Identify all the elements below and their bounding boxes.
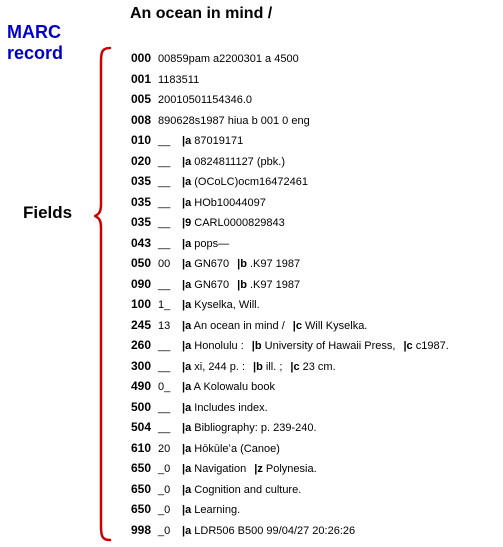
marc-field-row [131, 376, 457, 397]
subfield-text: 23 cm. [299, 360, 336, 373]
subfield [182, 504, 240, 516]
subfield [182, 463, 246, 475]
field-tag: 500 [131, 399, 152, 414]
subfield-text: Learning. [191, 504, 241, 516]
subfield-code: |b [237, 278, 247, 291]
field-tag: 300 [131, 358, 152, 373]
subfield [253, 361, 282, 373]
marc-field-row [131, 458, 457, 479]
subfield-text: (OCoLC)ocm16472461 [191, 176, 308, 188]
subfield-text: Includes index. [191, 401, 268, 414]
subfield-text: GN670 [191, 278, 230, 291]
field-tag: 260 [131, 338, 152, 352]
field-indicators: _0 [158, 504, 171, 516]
subfield [237, 258, 300, 270]
field-tag: 610 [131, 440, 152, 455]
subfield-text: Hōkūleʻa (Canoe) [191, 442, 280, 455]
subfield [182, 197, 266, 209]
subfield [182, 381, 275, 393]
subfield [182, 422, 317, 434]
field-indicators: __ [158, 155, 171, 168]
subfield-text: 0824811127 (pbk.) [191, 155, 285, 168]
field-tag: 035 [131, 174, 152, 188]
subfield-text: A Kolowalu book [191, 381, 275, 393]
subfield-text: Will Kyselka. [301, 319, 368, 332]
field-indicators: 1_ [158, 299, 171, 311]
subfield [182, 135, 243, 147]
field-indicators: 20 [158, 442, 171, 455]
subfield-code: |a [182, 483, 192, 496]
subfield-text: University of Hawaii Press, [261, 340, 396, 352]
field-tag: 035 [131, 215, 152, 229]
field-indicators: __ [158, 176, 171, 188]
field-indicators: 13 [158, 319, 171, 332]
subfield [182, 258, 229, 270]
subfield-code: |b [251, 340, 262, 352]
subfield-code: |a [182, 155, 192, 168]
subfield [403, 340, 448, 352]
subfield-text: Kyselka, Will. [191, 299, 260, 311]
subfield-text: 87019171 [191, 135, 244, 147]
field-tag: 000 [131, 51, 152, 65]
marc-field-row [131, 438, 457, 459]
control-field-value: 20010501154346.0 [158, 94, 253, 106]
marc-field-row [131, 48, 457, 69]
field-tag: 043 [131, 235, 152, 250]
subfield-text: CARL0000829843 [191, 217, 285, 229]
marc-field-row [131, 233, 457, 254]
marc-field-row [131, 335, 457, 356]
subfield-code: |a [182, 422, 192, 434]
field-indicators: __ [158, 196, 171, 209]
subfield [182, 279, 229, 291]
subfield-code: |a [182, 135, 192, 147]
subfield-text: xi, 244 p. : [191, 360, 246, 373]
field-tag: 650 [131, 502, 152, 516]
subfield [182, 402, 268, 414]
field-indicators: __ [158, 217, 171, 229]
field-indicators: __ [158, 135, 171, 147]
subfield-text: ill. ; [262, 360, 283, 373]
control-field-value: 890628s1987 hiua b 001 0 eng [158, 114, 310, 127]
subfield-code: |9 [182, 217, 192, 229]
subfield [252, 340, 396, 352]
subfield [182, 217, 285, 229]
subfield [182, 238, 229, 250]
field-tag: 100 [131, 297, 152, 311]
subfield [182, 320, 285, 332]
subfield [182, 525, 355, 537]
subfield-text: Cognition and culture. [191, 483, 302, 496]
subfield-code: |c [403, 340, 413, 352]
field-indicators: __ [158, 401, 171, 414]
subfield-code: |b [253, 360, 263, 373]
subfield [182, 299, 260, 311]
subfield-text: c1987. [412, 340, 449, 352]
subfield-code: |a [182, 278, 192, 291]
marc-label-line-2: record [7, 43, 64, 63]
field-indicators: 00 [158, 258, 171, 270]
field-tag: 050 [131, 256, 152, 270]
record-title: An ocean in mind / [130, 5, 273, 22]
subfield-code: |a [182, 299, 192, 311]
field-indicators: _0 [158, 463, 171, 475]
field-tag: 490 [131, 379, 152, 393]
subfield-code: |a [182, 340, 192, 352]
field-tag: 020 [131, 153, 152, 168]
marc-field-row [131, 315, 457, 336]
field-indicators: _0 [158, 483, 171, 496]
subfield-text: Polynesia. [262, 463, 317, 475]
subfield-text: .K97 1987 [246, 278, 301, 291]
subfield-code: |a [182, 258, 192, 270]
subfield [290, 361, 335, 373]
subfield-text: HOb10044097 [191, 196, 266, 209]
subfield-code: |a [182, 442, 192, 455]
subfield-code: |b [237, 258, 247, 270]
subfield-text: Bibliography: p. 239-240. [191, 422, 317, 434]
subfield-code: |a [182, 463, 192, 475]
control-field-value: 00859pam a2200301 a 4500 [158, 53, 299, 65]
marc-field-row [131, 397, 457, 418]
subfield-text: GN670 [191, 258, 230, 270]
subfield-code: |a [182, 360, 192, 373]
marc-field-row [131, 417, 457, 438]
subfield-code: |a [182, 176, 192, 188]
field-tag: 090 [131, 276, 152, 291]
subfield [182, 361, 245, 373]
field-indicators: _0 [158, 524, 171, 537]
marc-field-row [131, 479, 457, 500]
marc-field-row [131, 520, 457, 541]
marc-field-row [131, 294, 457, 315]
subfield-text: An ocean in mind / [191, 319, 285, 332]
field-indicators: __ [158, 340, 171, 352]
field-indicators: __ [158, 278, 171, 291]
subfield [182, 156, 285, 168]
field-indicators: __ [158, 237, 171, 250]
field-tag: 245 [131, 317, 152, 332]
subfield-text: Navigation [191, 463, 247, 475]
subfield-code: |a [182, 319, 192, 332]
subfield-text: LDR506 B500 99/04/27 20:26:26 [191, 524, 356, 537]
marc-field-row [131, 89, 457, 110]
field-indicators: __ [158, 360, 171, 373]
subfield-code: |a [182, 504, 192, 516]
marc-field-row [131, 212, 457, 233]
marc-field-row [131, 253, 457, 274]
marc-field-row [131, 499, 457, 520]
subfield-text: pops— [191, 237, 230, 250]
field-tag: 005 [131, 92, 152, 106]
subfield [182, 443, 280, 455]
subfield [254, 463, 316, 475]
subfield [182, 484, 301, 496]
marc-field-row [131, 171, 457, 192]
field-tag: 650 [131, 481, 152, 496]
subfield-code: |a [182, 401, 192, 414]
field-tag: 001 [131, 71, 152, 86]
subfield [182, 340, 244, 352]
subfield-text: .K97 1987 [246, 258, 301, 270]
subfield-code: |a [182, 381, 192, 393]
subfield-code: |a [182, 196, 192, 209]
marc-label-line-1: MARC [7, 22, 61, 42]
subfield-code: |c [292, 319, 302, 332]
subfield-text: Honolulu : [191, 340, 244, 352]
subfield [182, 176, 308, 188]
field-tag: 008 [131, 112, 152, 127]
control-field-value: 1183511 [158, 73, 200, 86]
field-indicators: 0_ [158, 381, 171, 393]
subfield-code: |z [254, 463, 263, 475]
field-indicators: __ [158, 422, 171, 434]
subfield [237, 279, 300, 291]
marc-field-row [131, 130, 457, 151]
subfield-code: |a [182, 524, 192, 537]
field-tag: 010 [131, 133, 152, 147]
marc-record-label [7, 22, 63, 64]
marc-field-row [131, 110, 457, 131]
marc-field-row [131, 274, 457, 295]
curly-bracket [94, 44, 114, 544]
marc-field-row [131, 151, 457, 172]
field-tag: 035 [131, 194, 152, 209]
subfield-code: |a [182, 237, 192, 250]
marc-field-row [131, 356, 457, 377]
field-tag: 998 [131, 522, 152, 537]
subfield-code: |c [290, 360, 300, 373]
field-tag: 650 [131, 461, 152, 475]
marc-field-row [131, 69, 457, 90]
marc-field-row [131, 192, 457, 213]
field-tag: 504 [131, 420, 152, 434]
marc-fields-list [131, 48, 457, 540]
fields-label: Fields [23, 203, 73, 222]
subfield [293, 320, 368, 332]
